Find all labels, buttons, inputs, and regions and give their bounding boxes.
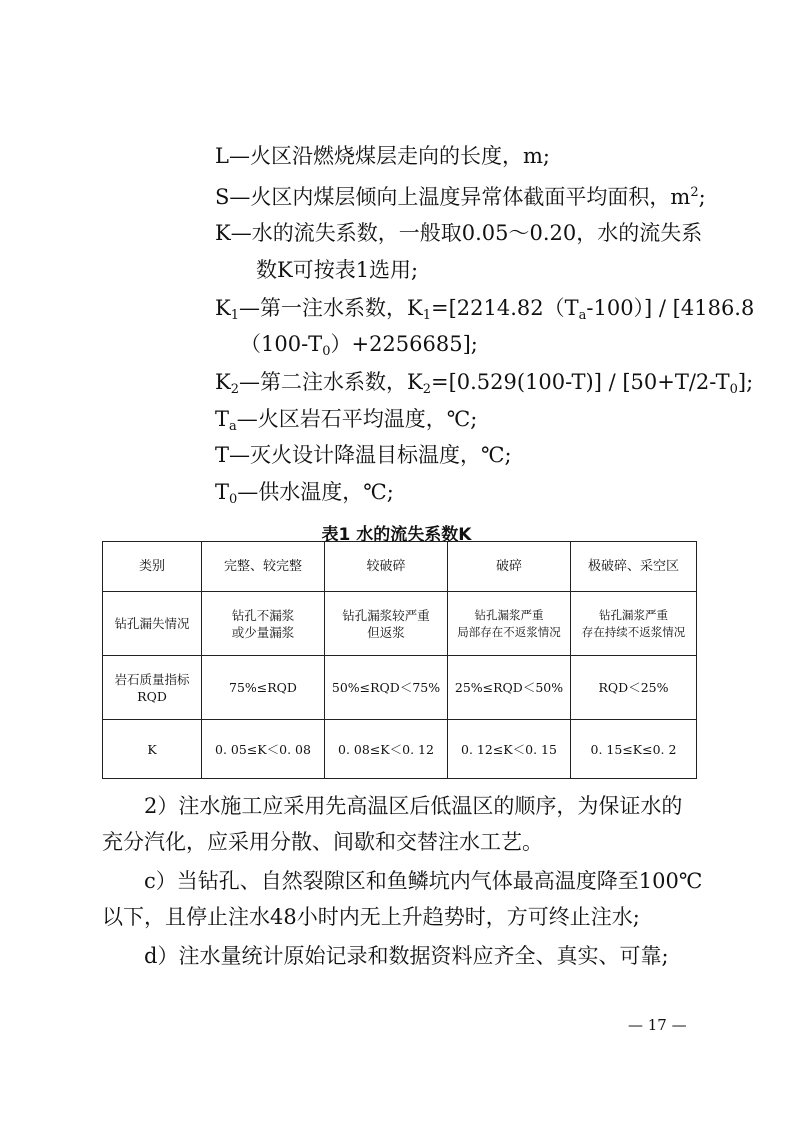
definition-K-continuation: 数K可按表1选用; bbox=[256, 258, 419, 282]
table-row bbox=[103, 656, 697, 720]
paragraph-c-line-2: 以下，且停止注水48小时内无上升趋势时，方可终止注水; bbox=[102, 905, 640, 929]
page-number: — 17 — bbox=[628, 1016, 687, 1034]
table-header-cell: 极破碎、采空区 bbox=[571, 542, 697, 592]
table-cell: 25%≤RQD＜50% bbox=[448, 656, 571, 720]
table-cell: 0. 08≤K＜0. 12 bbox=[325, 720, 448, 779]
table-cell: 钻孔不漏浆 或少量漏浆 bbox=[202, 592, 325, 656]
table-header-cell: 破碎 bbox=[448, 542, 571, 592]
paragraph-c-line-1: c）当钻孔、自然裂隙区和鱼鳞坑内气体最高温度降至100℃ bbox=[144, 869, 703, 893]
definition-K2: $K_2—$第二注水系数，$K_2=[0.529(100-T)] / [50+T/2-T_0]$; bbox=[215, 370, 754, 397]
definition-K1-continuation: $(100-T_0)+2256685$]; bbox=[240, 332, 478, 359]
table-header-row bbox=[103, 542, 697, 592]
paragraph-2-line-2: 充分汽化，应采用分散、间歇和交替注水工艺。 bbox=[102, 830, 543, 854]
table-cell: 0. 12≤K＜0. 15 bbox=[448, 720, 571, 779]
table-cell: 钻孔漏浆严重 存在持续不返浆情况 bbox=[571, 592, 697, 656]
definition-T: T—灭火设计降温目标温度，℃; bbox=[215, 443, 512, 467]
paragraph-d: d）注水量统计原始记录和数据资料应齐全、真实、可靠; bbox=[144, 944, 669, 968]
table-row-label: K bbox=[103, 720, 202, 779]
table-cell: 0. 05≤K＜0. 08 bbox=[202, 720, 325, 779]
table-cell: 钻孔漏浆严重 局部存在不返浆情况 bbox=[448, 592, 571, 656]
definition-L: L—火区沿燃烧煤层走向的长度，m; bbox=[215, 144, 550, 168]
table-cell: 75%≤RQD bbox=[202, 656, 325, 720]
table-header-cell: 完整、较完整 bbox=[202, 542, 325, 592]
definition-T0: $T_0—$供水温度，℃; bbox=[215, 480, 394, 507]
definition-Ta: $T_a—$火区岩石平均温度，℃; bbox=[215, 407, 478, 434]
table-header-cell: 较破碎 bbox=[325, 542, 448, 592]
paragraph-2-line-1: 2）注水施工应采用先高温区后低温区的顺序，为保证水的 bbox=[144, 794, 683, 818]
table-cell: 50%≤RQD＜75% bbox=[325, 656, 448, 720]
table-cell: 0. 15≤K≤0. 2 bbox=[571, 720, 697, 779]
definition-S: S—火区内煤层倾向上温度异常体截面平均面积，$m^2$; bbox=[215, 185, 706, 209]
table-cell: 钻孔漏浆较严重 但返浆 bbox=[325, 592, 448, 656]
definition-K1: $K_1—$第一注水系数，$K_1=[2214.82(T_a-100)] / [4186.8$ bbox=[215, 296, 755, 323]
table-row-label: 钻孔漏失情况 bbox=[103, 592, 202, 656]
table-row bbox=[103, 720, 697, 779]
definition-K: K—水的流失系数，一般取0.05～0.20，水的流失系 bbox=[215, 221, 703, 245]
loss-coefficient-table bbox=[102, 541, 697, 779]
table-header-cell: 类别 bbox=[103, 542, 202, 592]
table-cell: RQD＜25% bbox=[571, 656, 697, 720]
table-row bbox=[103, 592, 697, 656]
table-caption: 表1 水的流失系数K bbox=[321, 525, 472, 545]
table-row-label: 岩石质量指标 RQD bbox=[103, 656, 202, 720]
